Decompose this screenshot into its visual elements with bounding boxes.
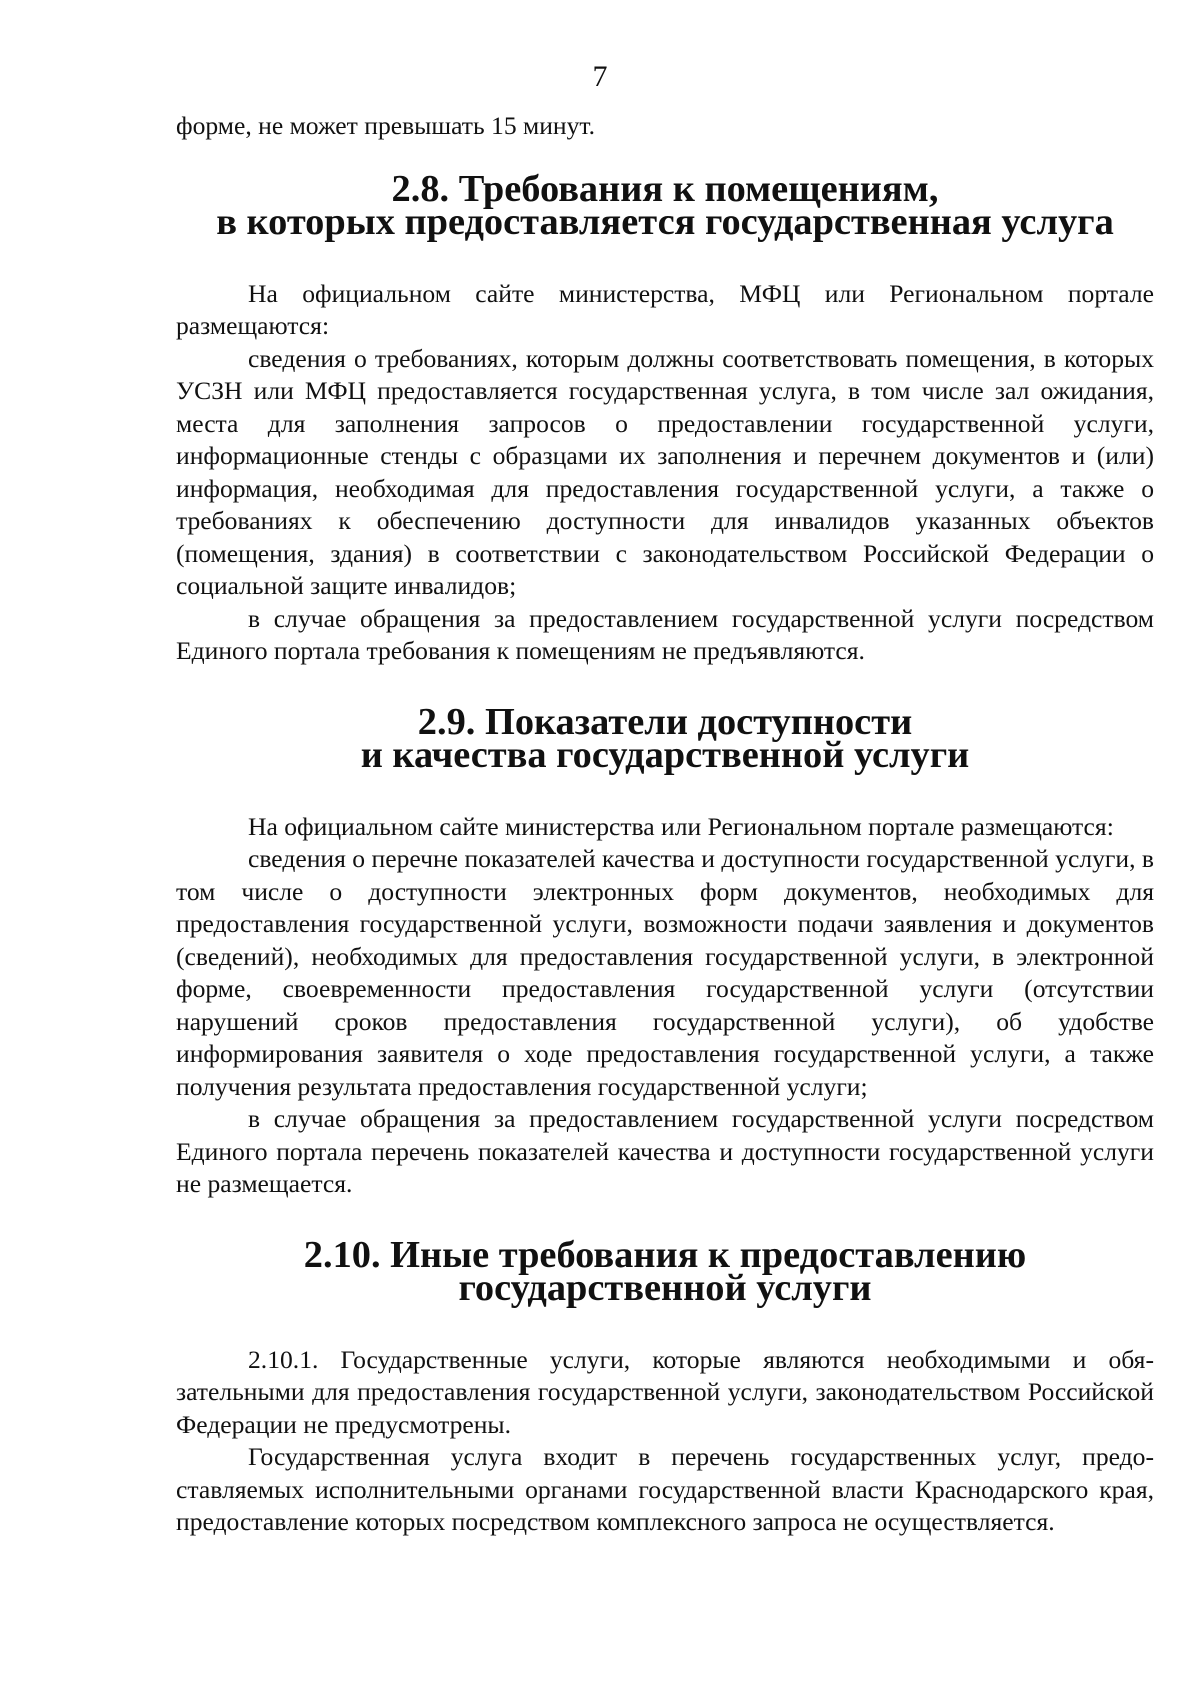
section-heading-2-10-line2: государственной услуги [458, 1267, 872, 1309]
section-heading-2-10 [176, 1233, 1154, 1309]
section-2-9-paragraph-2: сведения о перечне показателей качества и доступности государственной услуги, в том числе о доступности электронных форм документов, необходимых для предоставления государственной услуги, возможности подачи заявления и документов (сведений), необходимых для предоставления государственной услуги, в электронной форме, своевременности предоставления государственной услуги (отсутствии нарушений сроков предоставления государственной услуги), об удобстве информирования заявителя о ходе предоставления государственной услуги, а также получения результата предоставления государственной услуги; [176, 844, 1154, 1101]
section-2-9-paragraph-3: в случае обращения за предоставлением государственной услуги посредством Единого портала перечень показателей качества и доступности государственной услуги не размещается. [176, 1104, 1154, 1198]
intro-fragment: форме, не может превышать 15 минут. [176, 111, 596, 140]
section-heading-2-9-line1: 2.9. Показатели доступности [417, 700, 913, 743]
section-heading-2-8-line1: 2.8. Требования к помещениям, [391, 167, 939, 210]
section-2-10-paragraph-2: Государственная услуга входит в перечень государственных услуг, предоставляемых исполнительными органами государственной власти Краснодарского края, предоставление которых посредством комплексного запроса не осуществляется. [176, 1442, 1154, 1536]
section-heading-2-9-line2: и качества государственной услуги [360, 734, 970, 776]
section-heading-2-8-line2: в которых предоставляется государственная услуга [216, 201, 1114, 243]
document-body [176, 110, 1154, 1539]
section-2-10-paragraph-1: 2.10.1. Государственные услуги, которые являются необходимыми и обязательными для предоставления государственной услуги, законодательством Российской Федерации не предусмотрены. [176, 1344, 1154, 1439]
section-2-8-paragraph-2: сведения о требованиях, которым должны соответствовать помещения, в которых УСЗН или МФЦ предоставляется государственная услуга, в том числе зал ожидания, места для заполнения запросов о предоставлении государственной услуги, информационные стенды с образцами их заполнения и перечнем документов и (или) информация, необходимая для предоставления государственной услуги, а также о требованиях к обеспечению доступности для инвалидов указанных объектов (помещения, здания) в соответствии с законодательством Российской Федерации о социальной защите инвалидов; [176, 343, 1154, 600]
section-heading-2-8 [176, 167, 1154, 243]
section-heading-2-10-line1: 2.10. Иные требования к предоставлению [303, 1233, 1027, 1276]
page-number: 7 [592, 60, 608, 93]
section-2-9-paragraph-1: На официальном сайте министерства или Региональном портале размещаются: [248, 811, 1114, 841]
section-2-8-paragraph-1: На официальном сайте министерства, МФЦ или Региональном портале размещаются: [176, 278, 1154, 340]
section-heading-2-9 [176, 700, 1154, 776]
section-2-8-paragraph-3: в случае обращения за предоставлением государственной услуги посредством Единого портала требования к помещениям не предъявляются. [176, 603, 1154, 665]
